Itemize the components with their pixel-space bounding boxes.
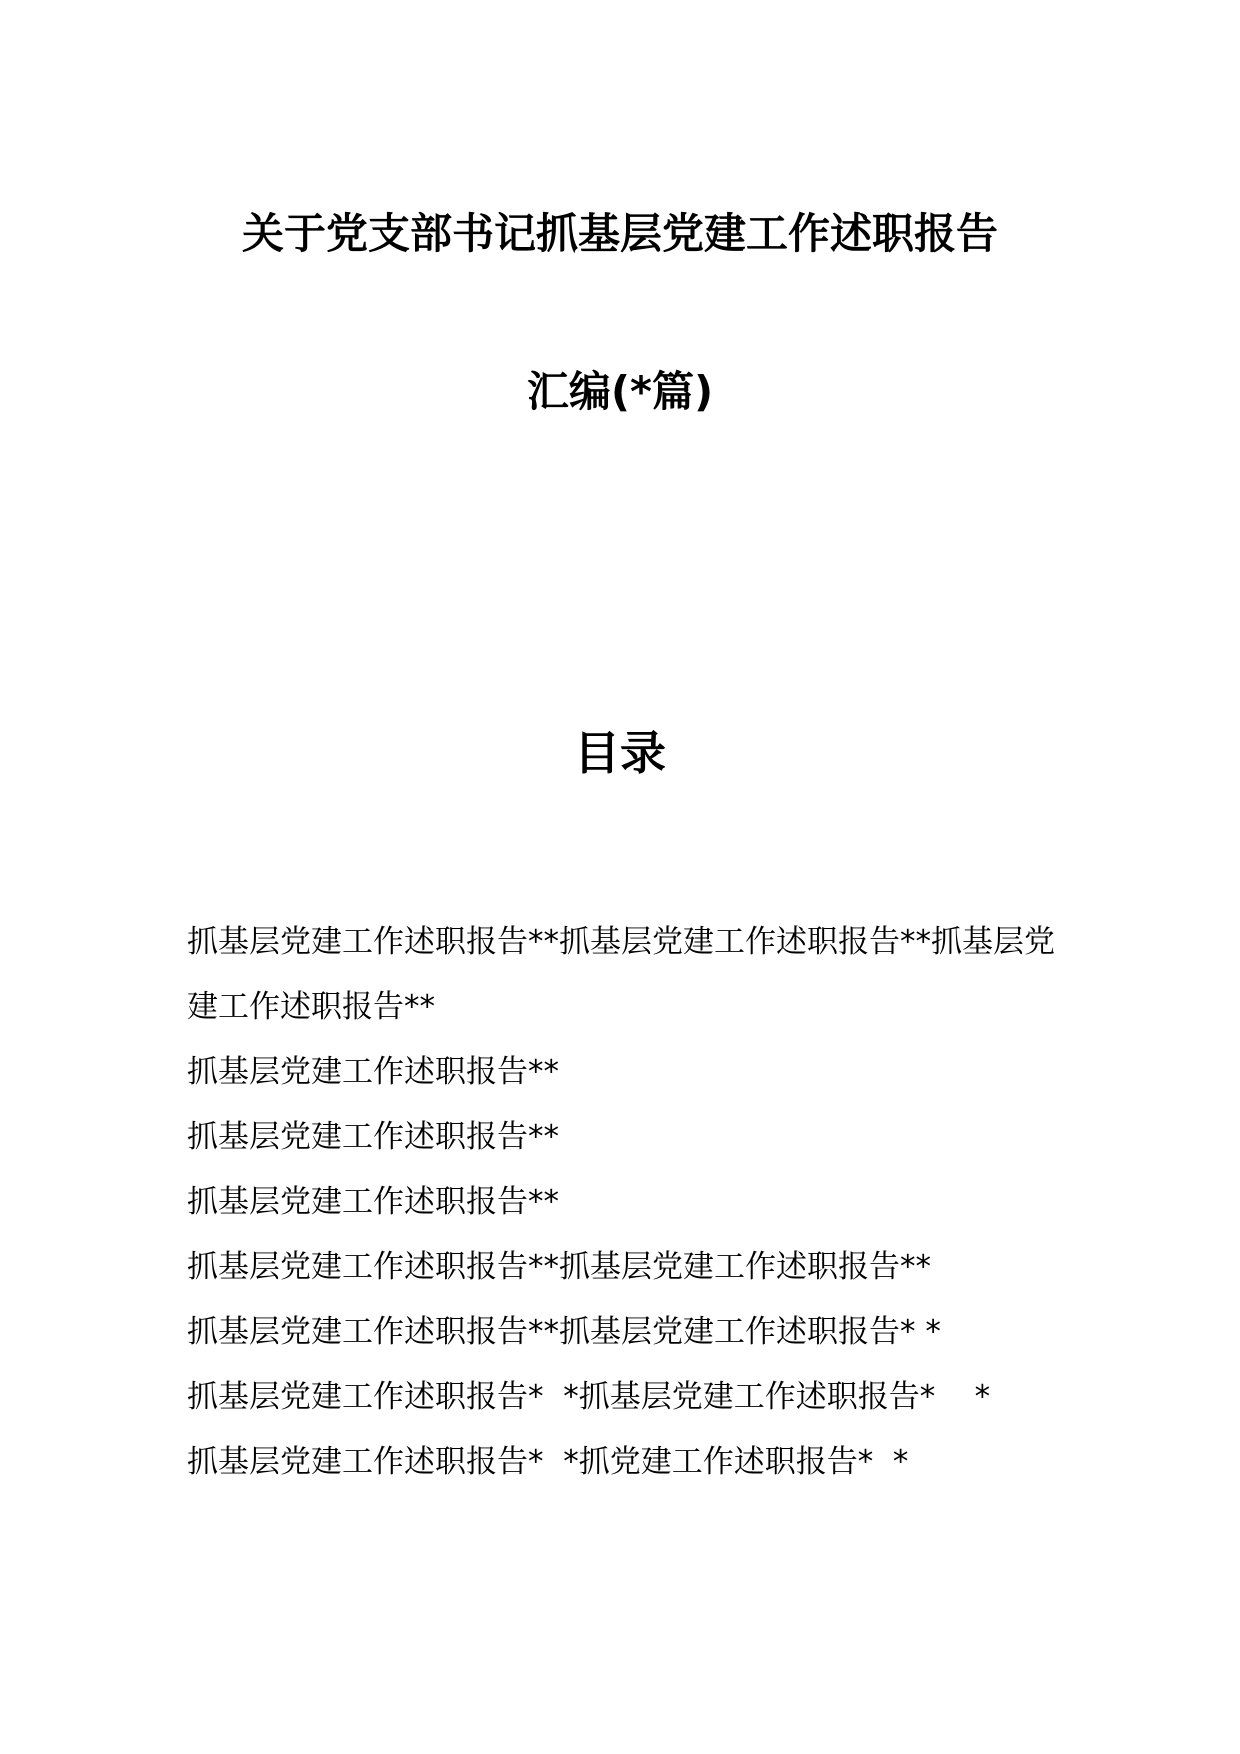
toc-entry: 抓基层党建工作述职报告** [187,1054,559,1090]
toc-entry: 抓基层党建工作述职报告**抓基层党建工作述职报告* * [187,1314,941,1350]
toc-entry: 抓基层党建工作述职报告* *抓党建工作述职报告* * [187,1444,909,1480]
document-title-line-2: 汇编(*篇) [526,367,714,416]
toc-entry: 抓基层党建工作述职报告** [187,1119,559,1155]
document-title-line-1: 关于党支部书记抓基层党建工作述职报告 [241,209,998,258]
toc-entry: 抓基层党建工作述职报告* *抓基层党建工作述职报告* * [187,1379,991,1415]
toc-entry: 抓基层党建工作述职报告** [187,1184,559,1220]
toc-list [187,910,1057,1495]
toc-entry: 抓基层党建工作述职报告**抓基层党建工作述职报告** [187,1249,931,1285]
toc-heading: 目录 [574,726,666,780]
toc-entry: 抓基层党建工作述职报告**抓基层党建工作述职报告**抓基层党建工作述职报告** [187,924,1055,1025]
